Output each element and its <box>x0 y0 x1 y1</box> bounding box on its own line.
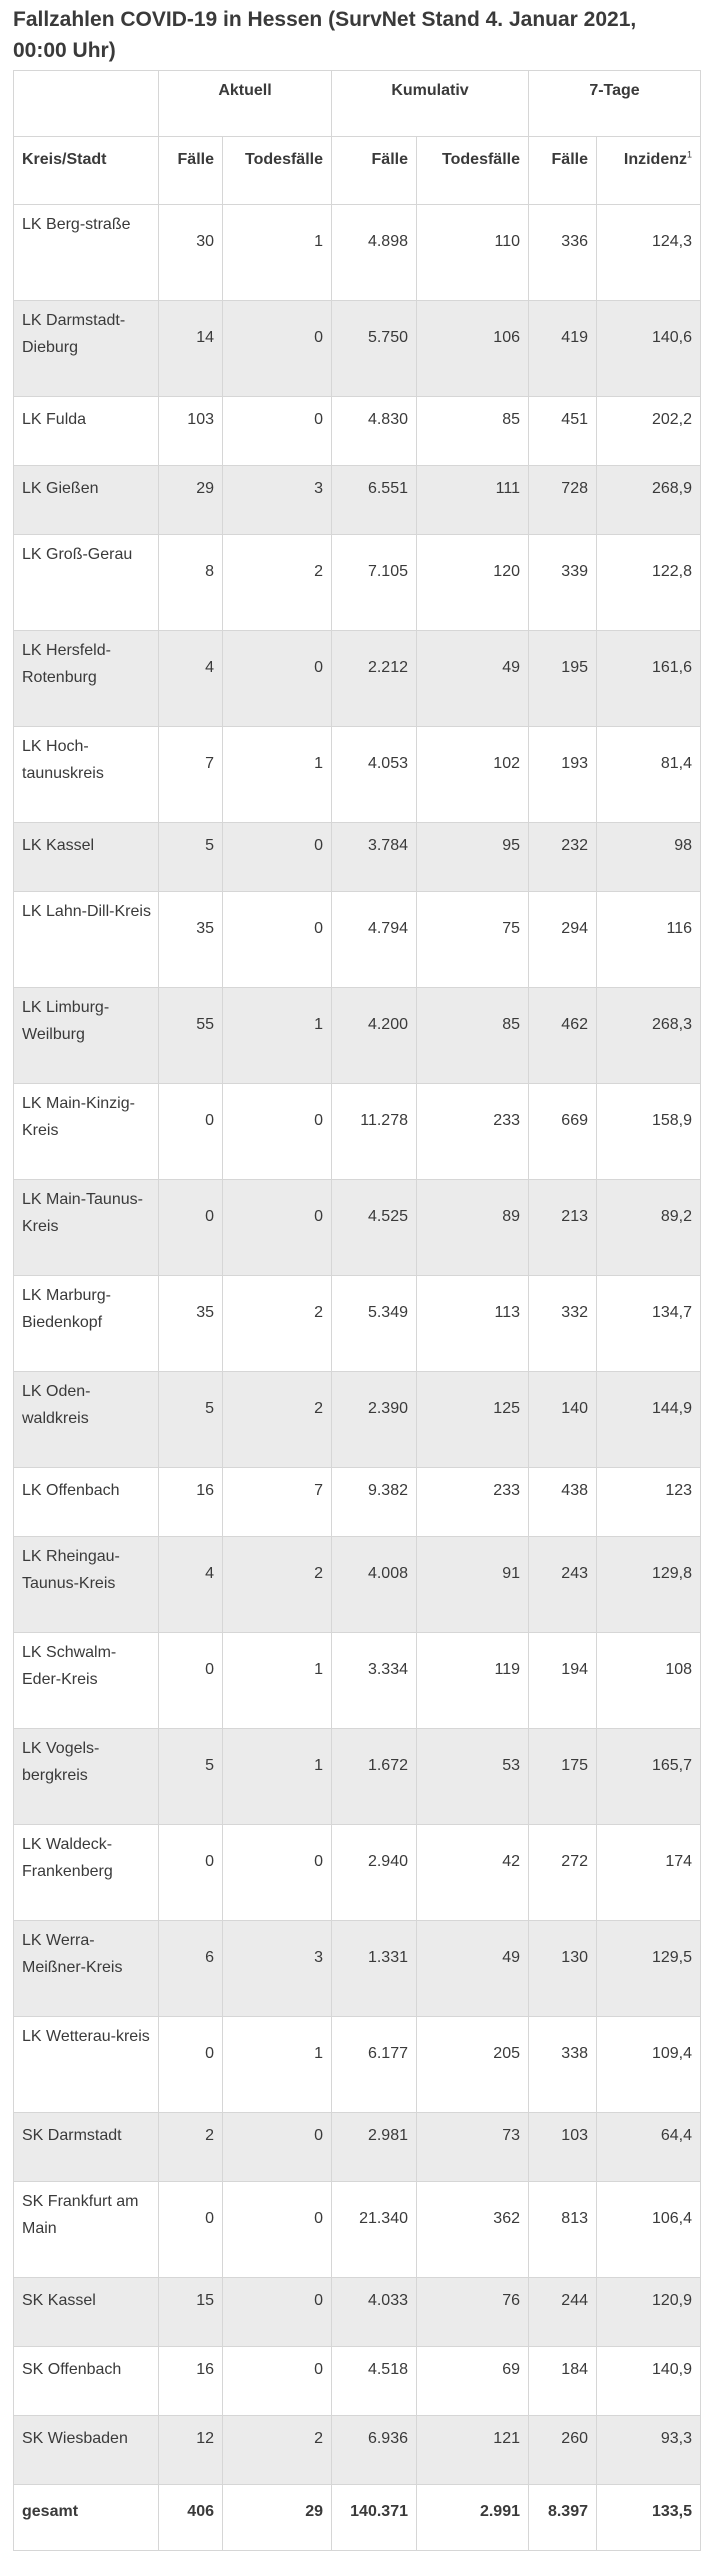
table-row <box>14 397 701 466</box>
cell-faelle-kumulativ: 5.349 <box>332 1276 417 1372</box>
cell-faelle-aktuell: 7 <box>159 727 223 823</box>
cell-todesfaelle-aktuell: 0 <box>223 1180 332 1276</box>
cell-todesfaelle-aktuell: 1 <box>223 205 332 301</box>
cell-faelle-aktuell: 12 <box>159 2416 223 2485</box>
cell-todesfaelle-aktuell: 0 <box>223 823 332 892</box>
group-header-7-tage: 7-Tage <box>529 71 701 137</box>
total-cell-faelle-kumulativ: 140.371 <box>332 2485 417 2551</box>
cell-faelle-kumulativ: 4.053 <box>332 727 417 823</box>
cell-faelle-aktuell: 0 <box>159 1084 223 1180</box>
cell-faelle-7-tage: 462 <box>529 988 597 1084</box>
cell-inzidenz: 81,4 <box>597 727 701 823</box>
cell-todesfaelle-aktuell: 1 <box>223 1633 332 1729</box>
cell-inzidenz: 140,6 <box>597 301 701 397</box>
cell-kreis: SK Kassel <box>14 2278 159 2347</box>
table-row <box>14 1825 701 1921</box>
cell-faelle-aktuell: 6 <box>159 1921 223 2017</box>
total-label: gesamt <box>14 2485 159 2551</box>
cell-faelle-aktuell: 4 <box>159 631 223 727</box>
cell-faelle-kumulativ: 1.331 <box>332 1921 417 2017</box>
table-row <box>14 535 701 631</box>
cell-faelle-kumulativ: 4.898 <box>332 205 417 301</box>
table-row <box>14 2347 701 2416</box>
cell-faelle-aktuell: 2 <box>159 2113 223 2182</box>
cell-todesfaelle-kumulativ: 69 <box>417 2347 529 2416</box>
cell-faelle-7-tage: 451 <box>529 397 597 466</box>
cell-kreis: LK Schwalm-Eder-Kreis <box>14 1633 159 1729</box>
cell-todesfaelle-aktuell: 3 <box>223 466 332 535</box>
covid-table <box>13 70 701 2551</box>
cell-faelle-aktuell: 5 <box>159 1372 223 1468</box>
table-row <box>14 2278 701 2347</box>
cell-inzidenz: 123 <box>597 1468 701 1537</box>
table-row <box>14 2416 701 2485</box>
cell-todesfaelle-kumulativ: 73 <box>417 2113 529 2182</box>
cell-faelle-kumulativ: 4.794 <box>332 892 417 988</box>
group-header-empty <box>14 71 159 137</box>
cell-faelle-kumulativ: 2.981 <box>332 2113 417 2182</box>
column-header-row <box>14 137 701 205</box>
cell-faelle-7-tage: 419 <box>529 301 597 397</box>
cell-todesfaelle-aktuell: 2 <box>223 1372 332 1468</box>
cell-faelle-aktuell: 0 <box>159 1825 223 1921</box>
column-header-todesfaelle-kumulativ: Todesfälle <box>417 137 529 205</box>
cell-faelle-7-tage: 195 <box>529 631 597 727</box>
cell-todesfaelle-aktuell: 0 <box>223 892 332 988</box>
table-row <box>14 988 701 1084</box>
cell-faelle-7-tage: 338 <box>529 2017 597 2113</box>
cell-todesfaelle-aktuell: 2 <box>223 535 332 631</box>
cell-faelle-aktuell: 0 <box>159 2182 223 2278</box>
cell-faelle-aktuell: 14 <box>159 301 223 397</box>
cell-todesfaelle-aktuell: 3 <box>223 1921 332 2017</box>
cell-faelle-aktuell: 55 <box>159 988 223 1084</box>
cell-faelle-7-tage: 184 <box>529 2347 597 2416</box>
cell-faelle-kumulativ: 6.177 <box>332 2017 417 2113</box>
inzidenz-footnote-marker: 1 <box>687 149 693 160</box>
cell-inzidenz: 134,7 <box>597 1276 701 1372</box>
cell-kreis: LK Darmstadt-Dieburg <box>14 301 159 397</box>
cell-faelle-kumulativ: 11.278 <box>332 1084 417 1180</box>
cell-kreis: LK Marburg-Biedenkopf <box>14 1276 159 1372</box>
cell-todesfaelle-aktuell: 2 <box>223 2416 332 2485</box>
cell-todesfaelle-kumulativ: 42 <box>417 1825 529 1921</box>
cell-kreis: LK Groß-Gerau <box>14 535 159 631</box>
cell-todesfaelle-aktuell: 2 <box>223 1537 332 1633</box>
cell-todesfaelle-kumulativ: 119 <box>417 1633 529 1729</box>
cell-faelle-aktuell: 4 <box>159 1537 223 1633</box>
total-cell-faelle-7-tage: 8.397 <box>529 2485 597 2551</box>
inzidenz-label: Inzidenz <box>623 151 687 168</box>
cell-todesfaelle-aktuell: 0 <box>223 2278 332 2347</box>
column-header-inzidenz <box>597 137 701 205</box>
cell-todesfaelle-aktuell: 1 <box>223 2017 332 2113</box>
cell-faelle-kumulativ: 5.750 <box>332 301 417 397</box>
table-row <box>14 892 701 988</box>
cell-faelle-7-tage: 260 <box>529 2416 597 2485</box>
cell-todesfaelle-kumulativ: 205 <box>417 2017 529 2113</box>
cell-todesfaelle-aktuell: 0 <box>223 301 332 397</box>
table-row <box>14 1921 701 2017</box>
cell-faelle-7-tage: 103 <box>529 2113 597 2182</box>
cell-faelle-7-tage: 194 <box>529 1633 597 1729</box>
total-row <box>14 2485 701 2551</box>
cell-todesfaelle-kumulativ: 111 <box>417 466 529 535</box>
cell-inzidenz: 165,7 <box>597 1729 701 1825</box>
cell-faelle-aktuell: 16 <box>159 2347 223 2416</box>
cell-inzidenz: 161,6 <box>597 631 701 727</box>
cell-inzidenz: 120,9 <box>597 2278 701 2347</box>
cell-kreis: LK Vogels-bergkreis <box>14 1729 159 1825</box>
cell-faelle-7-tage: 244 <box>529 2278 597 2347</box>
cell-faelle-aktuell: 0 <box>159 2017 223 2113</box>
table-row <box>14 631 701 727</box>
cell-kreis: LK Fulda <box>14 397 159 466</box>
cell-todesfaelle-kumulativ: 95 <box>417 823 529 892</box>
cell-todesfaelle-aktuell: 0 <box>223 2113 332 2182</box>
cell-faelle-7-tage: 438 <box>529 1468 597 1537</box>
cell-faelle-kumulativ: 4.518 <box>332 2347 417 2416</box>
cell-faelle-aktuell: 15 <box>159 2278 223 2347</box>
cell-todesfaelle-kumulativ: 120 <box>417 535 529 631</box>
group-header-row <box>14 71 701 137</box>
cell-faelle-kumulativ: 7.105 <box>332 535 417 631</box>
total-cell-inzidenz: 133,5 <box>597 2485 701 2551</box>
cell-kreis: LK Berg-straße <box>14 205 159 301</box>
cell-kreis: LK Main-Taunus-Kreis <box>14 1180 159 1276</box>
cell-kreis: LK Limburg-Weilburg <box>14 988 159 1084</box>
table-row <box>14 2182 701 2278</box>
cell-todesfaelle-aktuell: 0 <box>223 2347 332 2416</box>
cell-todesfaelle-kumulativ: 75 <box>417 892 529 988</box>
cell-faelle-aktuell: 103 <box>159 397 223 466</box>
cell-inzidenz: 64,4 <box>597 2113 701 2182</box>
cell-inzidenz: 174 <box>597 1825 701 1921</box>
cell-faelle-7-tage: 339 <box>529 535 597 631</box>
cell-faelle-aktuell: 29 <box>159 466 223 535</box>
cell-todesfaelle-aktuell: 0 <box>223 397 332 466</box>
column-header-faelle-7-tage: Fälle <box>529 137 597 205</box>
cell-todesfaelle-kumulativ: 106 <box>417 301 529 397</box>
cell-todesfaelle-kumulativ: 121 <box>417 2416 529 2485</box>
table-body <box>14 205 701 2551</box>
total-cell-todesfaelle-aktuell: 29 <box>223 2485 332 2551</box>
table-head <box>14 71 701 205</box>
cell-faelle-aktuell: 0 <box>159 1633 223 1729</box>
column-header-faelle-kumulativ: Fälle <box>332 137 417 205</box>
cell-todesfaelle-aktuell: 0 <box>223 1825 332 1921</box>
cell-inzidenz: 144,9 <box>597 1372 701 1468</box>
cell-faelle-7-tage: 272 <box>529 1825 597 1921</box>
cell-inzidenz: 93,3 <box>597 2416 701 2485</box>
cell-faelle-kumulativ: 4.008 <box>332 1537 417 1633</box>
cell-inzidenz: 122,8 <box>597 535 701 631</box>
cell-todesfaelle-aktuell: 0 <box>223 631 332 727</box>
cell-todesfaelle-aktuell: 1 <box>223 1729 332 1825</box>
cell-todesfaelle-kumulativ: 362 <box>417 2182 529 2278</box>
cell-kreis: SK Darmstadt <box>14 2113 159 2182</box>
total-cell-faelle-aktuell: 406 <box>159 2485 223 2551</box>
cell-faelle-aktuell: 5 <box>159 823 223 892</box>
cell-todesfaelle-aktuell: 7 <box>223 1468 332 1537</box>
cell-kreis: LK Wetterau-kreis <box>14 2017 159 2113</box>
cell-inzidenz: 108 <box>597 1633 701 1729</box>
cell-faelle-7-tage: 813 <box>529 2182 597 2278</box>
cell-kreis: SK Frankfurt am Main <box>14 2182 159 2278</box>
cell-faelle-7-tage: 175 <box>529 1729 597 1825</box>
cell-faelle-7-tage: 140 <box>529 1372 597 1468</box>
cell-todesfaelle-aktuell: 1 <box>223 727 332 823</box>
cell-faelle-kumulativ: 4.525 <box>332 1180 417 1276</box>
cell-kreis: SK Wiesbaden <box>14 2416 159 2485</box>
cell-faelle-aktuell: 0 <box>159 1180 223 1276</box>
cell-todesfaelle-kumulativ: 76 <box>417 2278 529 2347</box>
cell-kreis: LK Rheingau-Taunus-Kreis <box>14 1537 159 1633</box>
cell-faelle-aktuell: 35 <box>159 1276 223 1372</box>
cell-inzidenz: 116 <box>597 892 701 988</box>
cell-faelle-kumulativ: 3.784 <box>332 823 417 892</box>
cell-faelle-7-tage: 332 <box>529 1276 597 1372</box>
table-row <box>14 466 701 535</box>
table-row <box>14 1729 701 1825</box>
cell-todesfaelle-kumulativ: 91 <box>417 1537 529 1633</box>
cell-faelle-kumulativ: 2.212 <box>332 631 417 727</box>
column-header-kreis: Kreis/Stadt <box>14 137 159 205</box>
cell-faelle-kumulativ: 21.340 <box>332 2182 417 2278</box>
cell-inzidenz: 124,3 <box>597 205 701 301</box>
cell-kreis: LK Hoch-taunuskreis <box>14 727 159 823</box>
cell-kreis: SK Offenbach <box>14 2347 159 2416</box>
column-header-todesfaelle-aktuell: Todesfälle <box>223 137 332 205</box>
cell-kreis: LK Lahn-Dill-Kreis <box>14 892 159 988</box>
cell-todesfaelle-kumulativ: 233 <box>417 1468 529 1537</box>
cell-inzidenz: 106,4 <box>597 2182 701 2278</box>
cell-kreis: LK Gießen <box>14 466 159 535</box>
table-row <box>14 205 701 301</box>
cell-kreis: LK Kassel <box>14 823 159 892</box>
cell-inzidenz: 98 <box>597 823 701 892</box>
table-row <box>14 1372 701 1468</box>
cell-todesfaelle-aktuell: 1 <box>223 988 332 1084</box>
cell-todesfaelle-kumulativ: 125 <box>417 1372 529 1468</box>
table-row <box>14 301 701 397</box>
table-row <box>14 1276 701 1372</box>
cell-faelle-7-tage: 243 <box>529 1537 597 1633</box>
cell-kreis: LK Waldeck-Frankenberg <box>14 1825 159 1921</box>
cell-todesfaelle-kumulativ: 89 <box>417 1180 529 1276</box>
cell-faelle-kumulativ: 9.382 <box>332 1468 417 1537</box>
table-row <box>14 1537 701 1633</box>
cell-todesfaelle-kumulativ: 113 <box>417 1276 529 1372</box>
cell-faelle-7-tage: 669 <box>529 1084 597 1180</box>
cell-todesfaelle-kumulativ: 110 <box>417 205 529 301</box>
cell-inzidenz: 129,8 <box>597 1537 701 1633</box>
cell-faelle-kumulativ: 1.672 <box>332 1729 417 1825</box>
cell-kreis: LK Werra-Meißner-Kreis <box>14 1921 159 2017</box>
cell-faelle-7-tage: 336 <box>529 205 597 301</box>
cell-faelle-kumulativ: 4.033 <box>332 2278 417 2347</box>
cell-todesfaelle-kumulativ: 102 <box>417 727 529 823</box>
cell-faelle-aktuell: 30 <box>159 205 223 301</box>
cell-todesfaelle-kumulativ: 85 <box>417 988 529 1084</box>
table-row <box>14 2017 701 2113</box>
cell-faelle-kumulativ: 4.200 <box>332 988 417 1084</box>
cell-kreis: LK Hersfeld-Rotenburg <box>14 631 159 727</box>
table-row <box>14 1468 701 1537</box>
cell-todesfaelle-kumulativ: 49 <box>417 631 529 727</box>
cell-inzidenz: 268,9 <box>597 466 701 535</box>
cell-faelle-aktuell: 16 <box>159 1468 223 1537</box>
cell-faelle-7-tage: 213 <box>529 1180 597 1276</box>
cell-faelle-7-tage: 130 <box>529 1921 597 2017</box>
cell-inzidenz: 89,2 <box>597 1180 701 1276</box>
cell-inzidenz: 140,9 <box>597 2347 701 2416</box>
cell-todesfaelle-aktuell: 2 <box>223 1276 332 1372</box>
cell-faelle-aktuell: 8 <box>159 535 223 631</box>
table-row <box>14 727 701 823</box>
cell-inzidenz: 129,5 <box>597 1921 701 2017</box>
cell-faelle-7-tage: 193 <box>529 727 597 823</box>
cell-kreis: LK Main-Kinzig-Kreis <box>14 1084 159 1180</box>
cell-faelle-kumulativ: 2.940 <box>332 1825 417 1921</box>
cell-faelle-kumulativ: 2.390 <box>332 1372 417 1468</box>
cell-todesfaelle-kumulativ: 49 <box>417 1921 529 2017</box>
cell-faelle-7-tage: 232 <box>529 823 597 892</box>
cell-faelle-kumulativ: 3.334 <box>332 1633 417 1729</box>
column-header-faelle-aktuell: Fälle <box>159 137 223 205</box>
group-header-aktuell: Aktuell <box>159 71 332 137</box>
cell-faelle-7-tage: 294 <box>529 892 597 988</box>
cell-faelle-kumulativ: 6.551 <box>332 466 417 535</box>
table-row <box>14 1180 701 1276</box>
cell-faelle-kumulativ: 6.936 <box>332 2416 417 2485</box>
cell-faelle-aktuell: 5 <box>159 1729 223 1825</box>
cell-inzidenz: 158,9 <box>597 1084 701 1180</box>
cell-inzidenz: 202,2 <box>597 397 701 466</box>
cell-inzidenz: 268,3 <box>597 988 701 1084</box>
cell-todesfaelle-kumulativ: 85 <box>417 397 529 466</box>
table-row <box>14 2113 701 2182</box>
cell-kreis: LK Oden-waldkreis <box>14 1372 159 1468</box>
group-header-kumulativ: Kumulativ <box>332 71 529 137</box>
total-cell-todesfaelle-kumulativ: 2.991 <box>417 2485 529 2551</box>
cell-faelle-kumulativ: 4.830 <box>332 397 417 466</box>
cell-todesfaelle-aktuell: 0 <box>223 1084 332 1180</box>
cell-todesfaelle-aktuell: 0 <box>223 2182 332 2278</box>
page-title: Fallzahlen COVID-19 in Hessen (SurvNet Stand 4. Januar 2021, 00:00 Uhr) <box>13 8 637 62</box>
cell-todesfaelle-kumulativ: 233 <box>417 1084 529 1180</box>
cell-inzidenz: 109,4 <box>597 2017 701 2113</box>
cell-faelle-aktuell: 35 <box>159 892 223 988</box>
cell-todesfaelle-kumulativ: 53 <box>417 1729 529 1825</box>
table-row <box>14 1633 701 1729</box>
cell-faelle-7-tage: 728 <box>529 466 597 535</box>
table-row <box>14 1084 701 1180</box>
cell-kreis: LK Offenbach <box>14 1468 159 1537</box>
table-row <box>14 823 701 892</box>
